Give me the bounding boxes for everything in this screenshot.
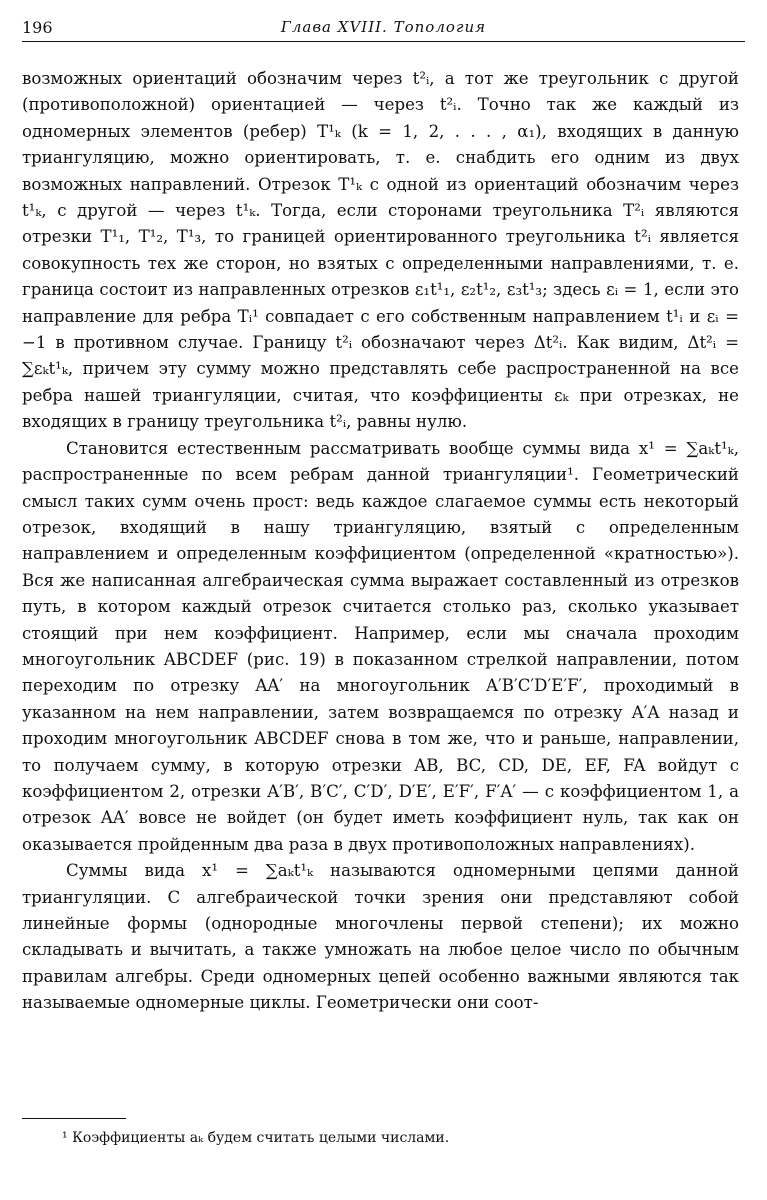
- body-text: [22, 66, 739, 1017]
- running-title: Глава XVIII. Топология: [280, 18, 487, 36]
- footnote: [62, 1128, 739, 1148]
- footnote-text: Коэффициенты aₖ будем считать целыми числами.: [72, 1130, 450, 1146]
- paragraph-3: Суммы вида x¹ = ∑aₖt¹ₖ называются одномерными цепями данной триангуляции. С алгебраической точки зрения они представляют собой линейные формы (однородные многочлены первой степени); их можно складывать и вычитать, а также умножать на любое целое число по обычным правилам алгебры. Среди одномерных цепей особенно важными являются так называемые одномерные циклы. Геометрически они соот-: [22, 861, 739, 1013]
- page-number: 196: [22, 18, 53, 37]
- paragraph-1: возможных ориентаций обозначим через t²ᵢ, а тот же треугольник с другой (противоположной) ориентацией — через t²ᵢ. Точно так же каждый из одномерных элементов (ребер) T¹ₖ (k = 1, 2, . . . , α₁), входящих в данную триангуляцию, можно ориентировать, т. е. снабдить его одним из двух возможных направлений. Отрезок T¹ₖ с одной из ориентаций обозначим через t¹ₖ, с другой — через t¹ₖ. Тогда, если сторонами треугольника T²ᵢ являются отрезки T¹₁, T¹₂, T¹₃, то границей ориентированного треугольника t²ᵢ является совокупность тех же сторон, но взятых с определенными направлениями, т. е. граница состоит из направленных отрезков ε₁t¹₁, ε₂t¹₂, ε₃t¹₃; здесь εᵢ = 1, если это направление для ребра Tᵢ¹ совпадает с его собственным направлением t¹ᵢ и εᵢ = −1 в противном случае. Границу t²ᵢ обозначают через Δt²ᵢ. Как видим, Δt²ᵢ = ∑εₖt¹ₖ, причем эту сумму можно представлять себе распространенной на все ребра нашей триангуляции, считая, что коэффициенты εₖ при отрезках, не входящих в границу треугольника t²ᵢ, равны нулю.: [22, 69, 739, 432]
- footnote-rule: [22, 1118, 126, 1119]
- paragraph-2: Становится естественным рассматривать вообще суммы вида x¹ = ∑aₖt¹ₖ, распространенные по всем ребрам данной триангуляции¹. Геометрический смысл таких сумм очень прост: ведь каждое слагаемое суммы есть некоторый отрезок, входящий в нашу триангуляцию, взятый с определенным направлением и определенным коэффициентом (определенной «кратностью»). Вся же написанная алгебраическая сумма выражает составленный из отрезков путь, в котором каждый отрезок считается столько раз, сколько указывает стоящий при нем коэффициент. Например, если мы сначала проходим многоугольник ABCDEF (рис. 19) в показанном стрелкой направлении, потом переходим по отрезку AA′ на многоугольник A′B′C′D′E′F′, проходимый в указанном на нем направлении, затем возвращаемся по отрезку A′A назад и проходим многоугольник ABCDEF снова в том же, что и раньше, направлении, то получаем сумму, в которую отрезки AB, BC, CD, DE, EF, FA войдут с коэффициентом 2, отрезки A′B′, B′C′, C′D′, D′E′, E′F′, F′A′ — с коэффициентом 1, а отрезок AA′ вовсе не войдет (он будет иметь коэффициент нуль, так как он оказывается пройденным два раза в двух противоположных направлениях).: [22, 438, 739, 854]
- footnote-marker: ¹: [62, 1130, 68, 1146]
- header-rule: [22, 41, 745, 42]
- page-header: [22, 16, 745, 42]
